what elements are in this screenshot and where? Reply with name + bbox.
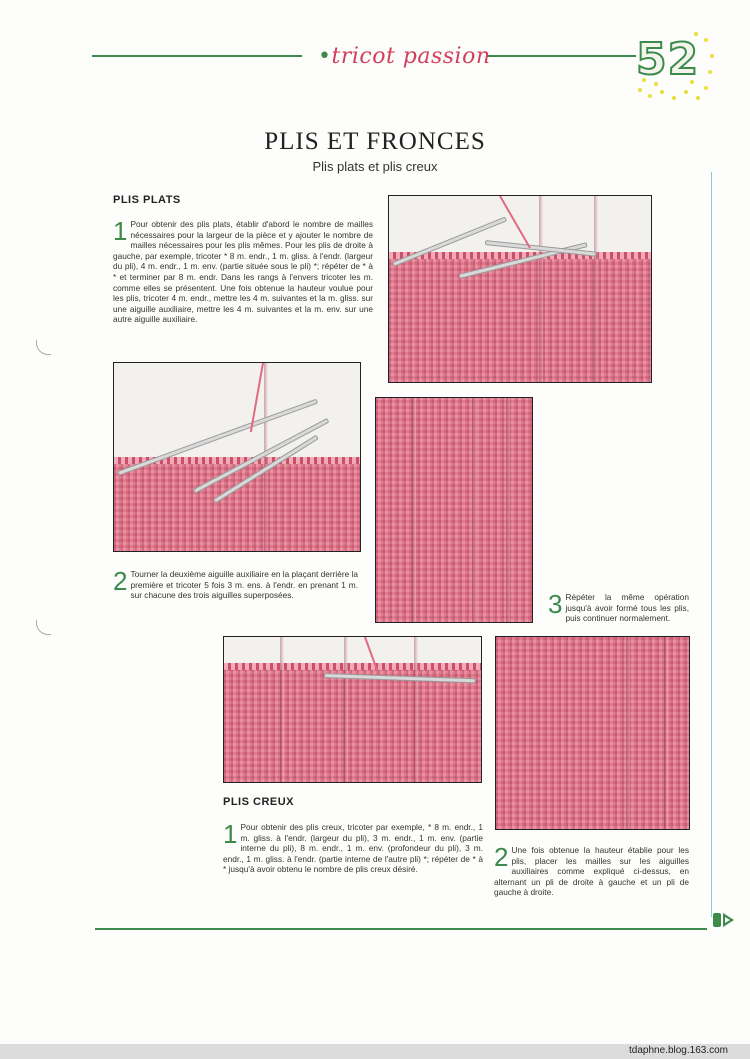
step-number: 1 [113, 216, 128, 246]
step-number: 2 [494, 842, 509, 872]
photo-step-2-needles [113, 362, 361, 552]
page-title: PLIS ET FRONCES [264, 128, 486, 155]
step-number: 2 [113, 566, 128, 596]
header-rule-left [92, 55, 302, 57]
step-number: 3 [548, 589, 563, 619]
photo-step-1-needles [388, 195, 652, 383]
step-text: Pour obtenir des plis plats, établir d'abord le nombre de mailles nécessaires pour la largeur de la pièce et y ajouter le nombre de mailles nécessaires pour les plis mêmes. Pour les plis de droite à gauche, par exemple, tricoter * 8 m. endr., 1 m. gliss. à l'endr. (largeur du pli), 4 m. endr., 1 m. env. (partie située sous le pli) *; répéter de * à * et terminer par 8 m. endr. Dans les rangs à l'envers tricoter les m. comme elles se présentent. Une fois obtenue la hauteur voulue pour les plis, tricoter 4 m. endr., mettre les 4 m. suivantes et la m. gliss. sur une aiguille auxiliaire, mettre les 4 m. suivantes et la m. env. sur une autre aiguille auxiliaire. [113, 219, 373, 325]
page-number: 52 [636, 34, 700, 85]
footer-rule [95, 928, 707, 930]
photo-plis-creux-needle [223, 636, 482, 783]
photo-plis-creux-result [495, 636, 690, 830]
section-heading-plis-creux: PLIS CREUX [223, 796, 295, 808]
footer-bar [0, 1044, 750, 1059]
page-number-badge [632, 30, 716, 102]
plis-plats-step-2 [113, 566, 358, 601]
plis-creux-step-2 [494, 842, 689, 898]
next-page-arrow-icon[interactable] [712, 910, 736, 930]
plis-plats-step-3 [548, 589, 689, 624]
photo-step-3-pleats [375, 397, 533, 623]
step-text: Pour obtenir des plis creux, tricoter par exemple, * 8 m. endr., 1 m. gliss. à l'endr. (largeur du pli), 3 m. endr., 1 m. env. (partie interne du pli), 8 m. endr., 1 m. env. (profondeur du pli), 3 m. endr., 1 m. gliss. à l'endr. (partie interne de l'autre pli) *; répéter de * à * jusqu'à avoir obtenu le nombre de plis creux désiré. [223, 822, 483, 875]
brand-title: •tricot passion [318, 44, 491, 69]
section-heading-plis-plats: PLIS PLATS [113, 194, 181, 206]
step-text: Répéter la même opération jusqu'à avoir formé tous les plis, puis continuer normalement. [565, 592, 689, 624]
step-number: 1 [223, 819, 238, 849]
margin-line [711, 172, 712, 917]
plis-creux-step-1 [223, 819, 483, 875]
plis-plats-step-1 [113, 216, 373, 325]
step-text: Tourner la deuxième aiguille auxiliaire en la plaçant derrière la première et tricoter 5 fois 3 m. ens. à l'endr. en prenant 1 m. sur chacune des trois aiguilles superposées. [130, 569, 358, 601]
binder-hole-mark [36, 340, 51, 355]
footer-credit: tdaphne.blog.163.com [629, 1045, 728, 1056]
step-text: Une fois obtenue la hauteur établie pour les plis, placer les mailles sur les aiguilles auxiliaires comme expliqué ci-dessus, en alternant un pli de droite à gauche et un pli de gauche à droite. [494, 845, 689, 898]
header-rule-right [486, 55, 636, 57]
page-subtitle: Plis plats et plis creux [312, 159, 438, 174]
binder-hole-mark [36, 620, 51, 635]
